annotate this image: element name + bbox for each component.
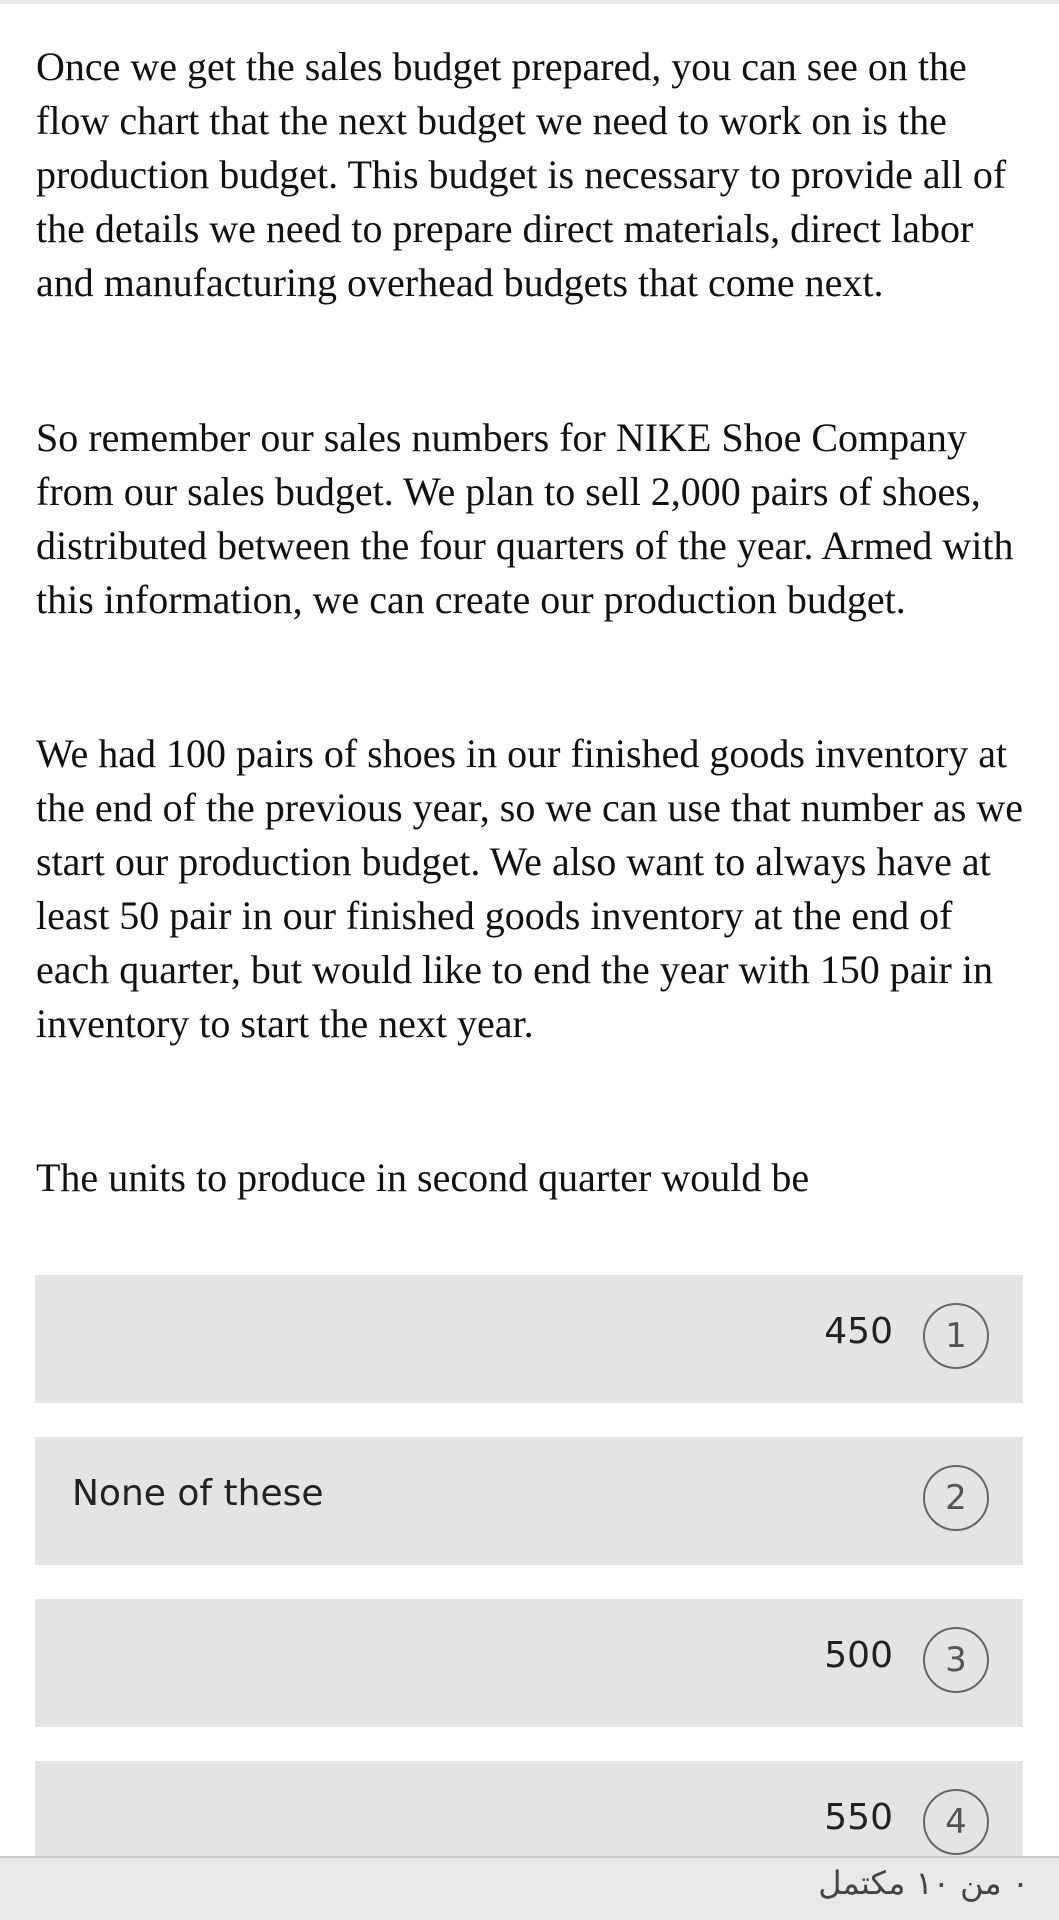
option-number-badge: 2 [923,1465,989,1531]
option-label: 550 [824,1797,893,1838]
answer-option-3[interactable] [35,1599,1023,1727]
question-paragraph-2: So remember our sales numbers for NIKE Shoe Company from our sales budget. We plan to sell 2,000 pairs of shoes, distributed between the four quarters of the year. Armed with this information, we can create our production budget. [36,415,1014,622]
option-label: None of these [72,1473,324,1514]
answer-option-1[interactable] [35,1275,1023,1403]
option-label: 500 [824,1635,893,1676]
progress-footer [0,1856,1059,1920]
option-label: 450 [824,1311,893,1352]
progress-text: ٠ من ١٠ مكتمل [818,1864,1029,1902]
option-number-badge: 1 [923,1303,989,1369]
question-paragraph-1: Once we get the sales budget prepared, you can see on the flow chart that the next budget we need to work on is the production budget. This budget is necessary to provide all of the details we need to prepare direct materials, direct labor and manufacturing overhead budgets that come next. [36,44,1007,305]
top-strip [0,0,1059,4]
answer-option-2[interactable] [35,1437,1023,1565]
question-paragraph-3: We had 100 pairs of shoes in our finished goods inventory at the end of the previous year, so we can use that number as we start our production budget. We also want to always have at least 50 pair in our finished goods inventory at the end of each quarter, but would like to end the year with 150 pair in inventory to start the next year. [36,731,1023,1046]
option-number-badge: 4 [923,1789,989,1855]
option-number-badge: 3 [923,1627,989,1693]
question-prompt: The units to produce in second quarter would be [36,1155,810,1200]
